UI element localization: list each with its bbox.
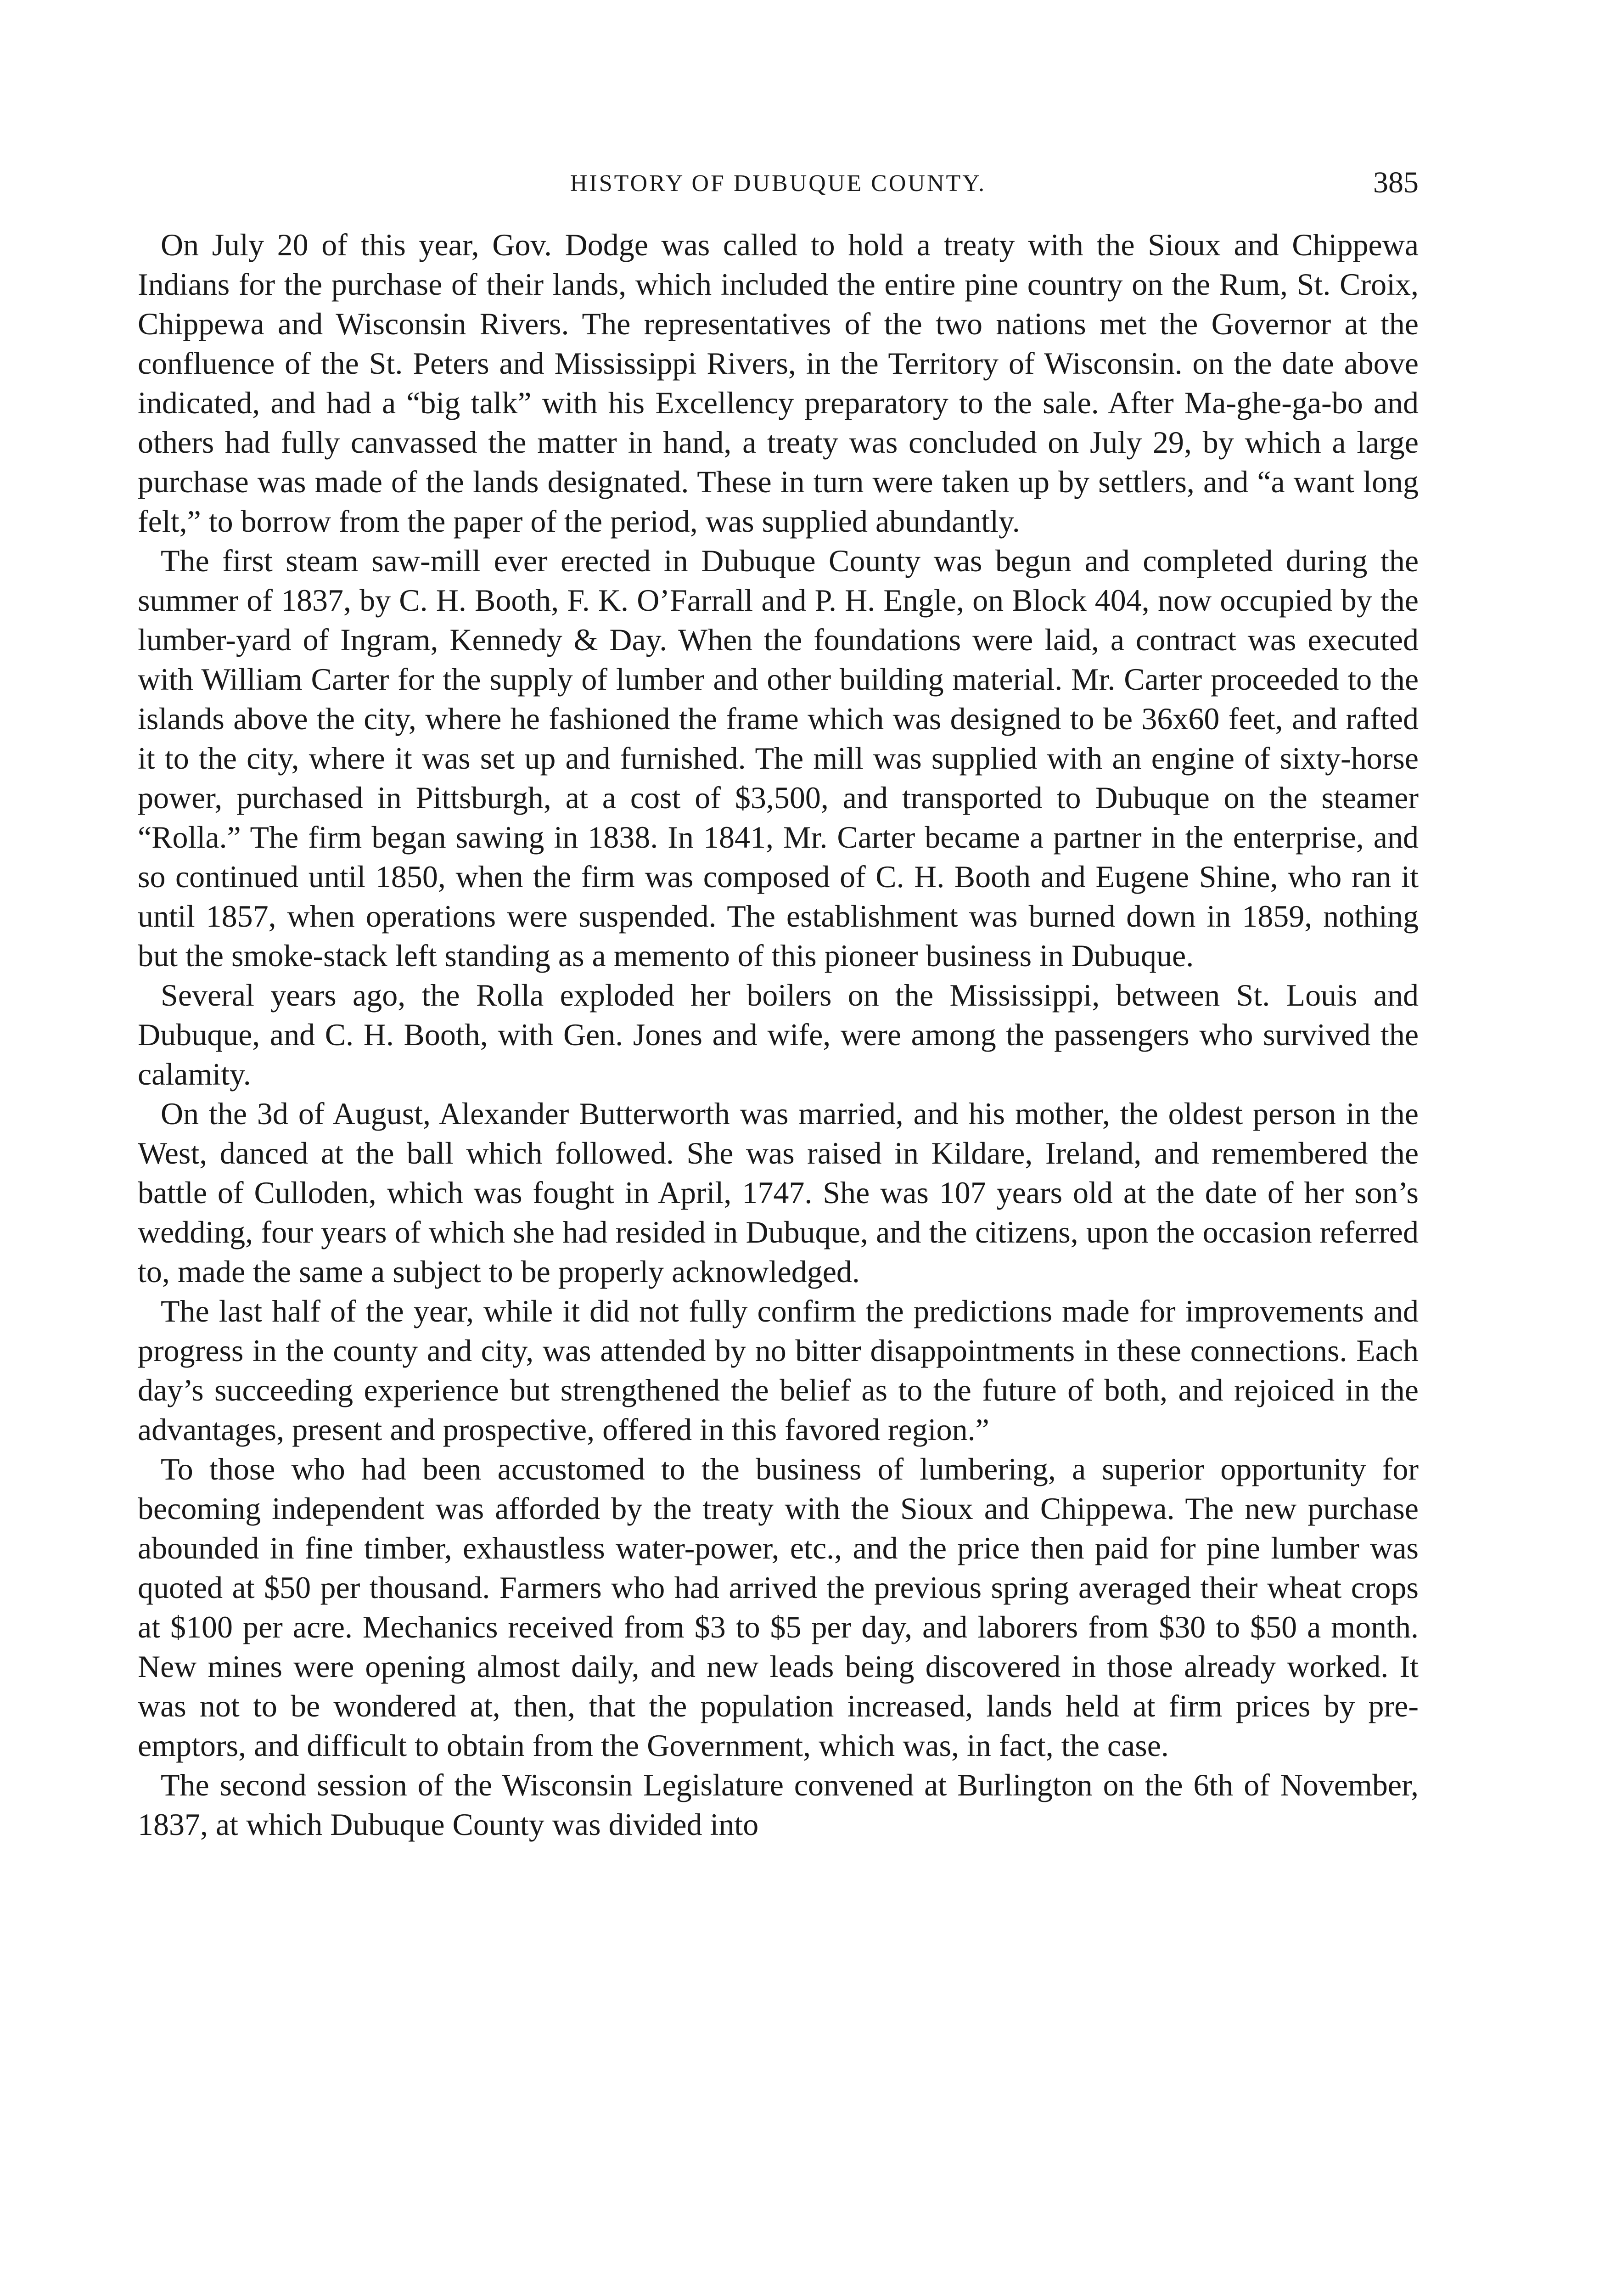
- paragraph: The second session of the Wisconsin Legislature convened at Burlington on the 6th of November, 1837, at which Dubuque County was divided into: [138, 1767, 1419, 1842]
- page-number: 385: [1373, 166, 1419, 199]
- paragraph: On July 20 of this year, Gov. Dodge was called to hold a treaty with the Sioux and Chippewa Indians for the purchase of their lands, which included the entire pine country on the Rum, St. Croix, Chippewa and Wisconsin Rivers. The representatives of the two nations met the Governor at the confluence of the St. Peters and Mississippi Rivers, in the Territory of Wisconsin. on the date above indicated, and had a “big talk” with his Excellency preparatory to the sale. After Ma-ghe-ga-bo and others had fully canvassed the matter in hand, a treaty was concluded on July 29, by which a large purchase was made of the lands designated. These in turn were taken up by settlers, and “a want long felt,” to borrow from the paper of the period, was supplied abundantly.: [138, 227, 1419, 539]
- paragraph: On the 3d of August, Alexander Butterworth was married, and his mother, the oldest person in the West, danced at the ball which followed. She was raised in Kildare, Ireland, and remembered the battle of Culloden, which was fought in April, 1747. She was 107 years old at the date of her son’s wedding, four years of which she had resided in Dubuque, and the citizens, upon the occasion referred to, made the same a subject to be properly acknowledged.: [138, 1096, 1419, 1289]
- paragraph: To those who had been accustomed to the business of lumbering, a superior opportunity for becoming independent was afforded by the treaty with the Sioux and Chippewa. The new purchase abounded in fine timber, exhaustless water-power, etc., and the price then paid for pine lumber was quoted at $50 per thousand. Farmers who had arrived the previous spring averaged their wheat crops at $100 per acre. Mechanics received from $3 to $5 per day, and laborers from $30 to $50 a month. New mines were opening almost daily, and new leads being discovered in those already worked. It was not to be wondered at, then, that the population increased, lands held at firm prices by pre-emptors, and difficult to obtain from the Government, which was, in fact, the case.: [138, 1452, 1419, 1763]
- running-head: [138, 165, 1419, 207]
- paragraph: The last half of the year, while it did not fully confirm the predictions made for improvements and progress in the county and city, was attended by no bitter disappointments in these connections. Each day’s succeeding experience but strengthened the belief as to the future of both, and rejoiced in the advantages, present and prospective, offered in this favored region.”: [138, 1294, 1419, 1447]
- paragraph: The first steam saw-mill ever erected in Dubuque County was begun and completed during the summer of 1837, by C. H. Booth, F. K. O’Farrall and P. H. Engle, on Block 404, now occupied by the lumber-yard of Ingram, Kennedy & Day. When the foundations were laid, a contract was executed with William Carter for the supply of lumber and other building material. Mr. Carter proceeded to the islands above the city, where he fashioned the frame which was designed to be 36x60 feet, and rafted it to the city, where it was set up and furnished. The mill was supplied with an engine of sixty-horse power, purchased in Pittsburgh, at a cost of $3,500, and transported to Dubuque on the steamer “Rolla.” The firm began sawing in 1838. In 1841, Mr. Carter became a partner in the enterprise, and so continued until 1850, when the firm was composed of C. H. Booth and Eugene Shine, who ran it until 1857, when operations were suspended. The establishment was burned down in 1859, nothing but the smoke-stack left standing as a memento of this pioneer business in Dubuque.: [138, 543, 1419, 973]
- book-page: [138, 165, 1419, 1844]
- text-body: [138, 225, 1419, 1844]
- running-title: HISTORY OF DUBUQUE COUNTY.: [570, 170, 987, 197]
- paragraph: Several years ago, the Rolla exploded her boilers on the Mississippi, between St. Louis and Dubuque, and C. H. Booth, with Gen. Jones and wife, were among the passengers who survived the calamity.: [138, 978, 1419, 1092]
